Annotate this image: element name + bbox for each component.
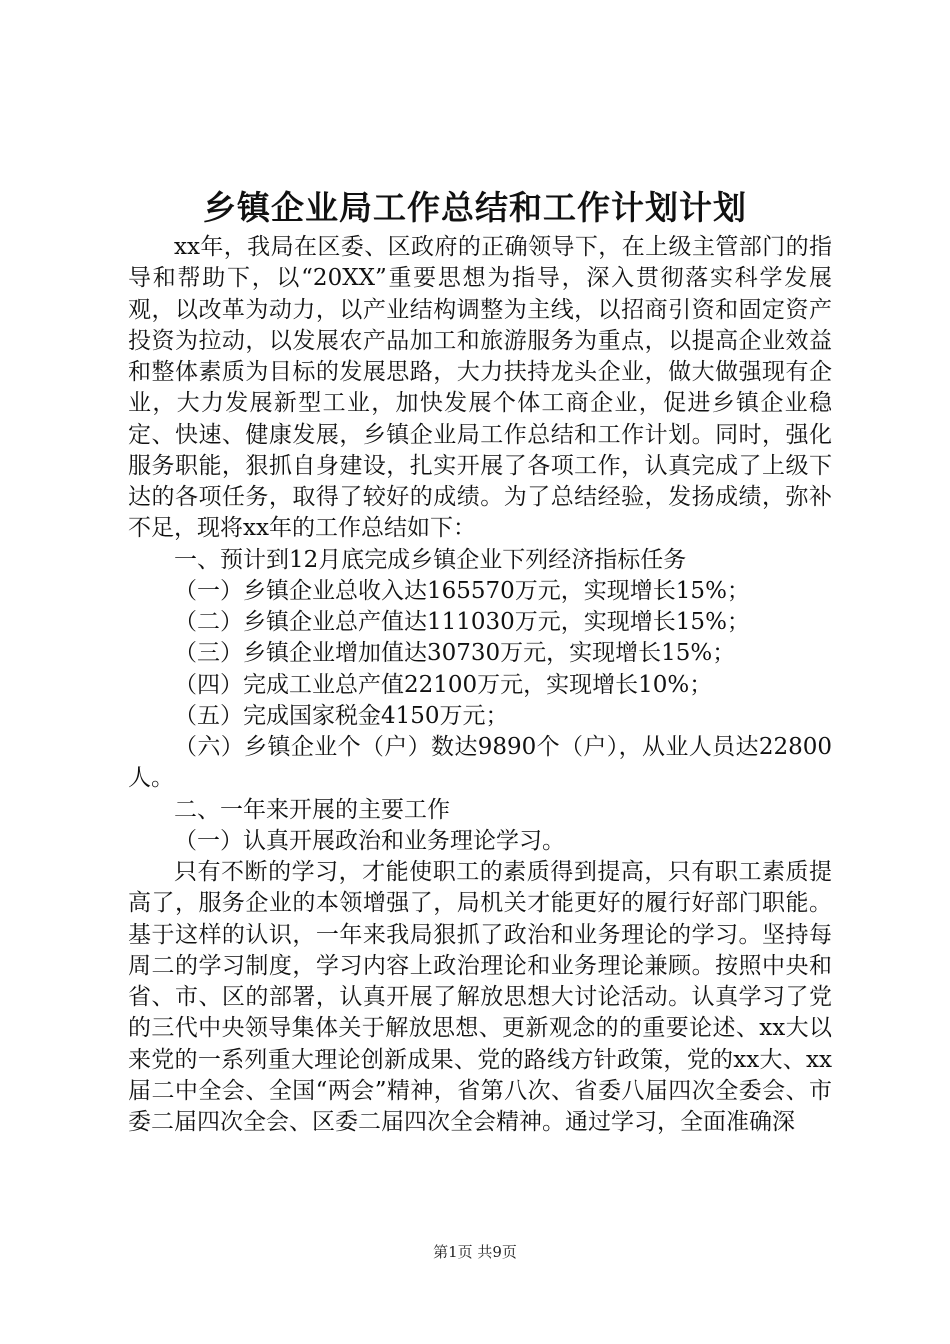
page-footer: 第1页 共9页: [433, 1243, 517, 1261]
indicator-item-1: （一）乡镇企业总收入达165570万元，实现增长15%；: [174, 577, 750, 604]
indicator-item-2: （二）乡镇企业总产值达111030万元，实现增长15%；: [174, 609, 750, 635]
study-paragraph: 只有不断的学习，才能使职工的素质得到提高，只有职工素质提高了，服务企业的本领增强了，局机关才能更好的履行好部门职能。基于这样的认识，一年来我局狠抓了政治和业务理论的学习。坚持每周二的学习制度，学习内容上政治理论和业务理论兼顾。按照中央和省、市、区的部署，认真开展了解放思想大讨论活动。认真学习了党的三代中央领导集体关于解放思想、更新观念的的重要论述、xx大以来党的一系列重大理论创新成果、党的路线方针政策，党的xx大、xx届二中全会、全国“两会”精神，省第八次、省委八届四次全委会、市委二届四次全会、区委二届四次全会精神。通过学习，全面准确深: [128, 859, 832, 1135]
section-heading-2: 二、一年来开展的主要工作: [174, 796, 450, 823]
section-heading-1: 一、预计到12月底完成乡镇企业下列经济指标任务: [174, 546, 687, 573]
intro-paragraph: xx年，我局在区委、区政府的正确领导下，在上级主管部门的指导和帮助下，以“20XX”重要思想为指导，深入贯彻落实科学发展观，以改革为动力，以产业结构调整为主线，以招商引资和固定资产投资为拉动，以发展农产品加工和旅游服务为重点，以提高企业效益和整体素质为目标的发展思路，大力扶持龙头企业，做大做强现有企业，大力发展新型工业，加快发展个体工商企业，促进乡镇企业稳定、快速、健康发展，乡镇企业局工作总结和工作计划。同时，强化服务职能，狠抓自身建设，扎实开展了各项工作，认真完成了上级下达的各项任务，取得了较好的成绩。为了总结经验，发扬成绩，弥补不足，现将xx年的工作总结如下：: [128, 234, 832, 542]
document-body: [128, 232, 832, 1138]
indicator-item-6: （六）乡镇企业个（户）数达9890个（户），从业人员达22800人。: [128, 734, 832, 792]
indicator-item-3: （三）乡镇企业增加值达30730万元，实现增长15%；: [174, 640, 736, 667]
document-title: 乡镇企业局工作总结和工作计划计划: [203, 188, 747, 227]
indicator-item-4: （四）完成工业总产值22100万元，实现增长10%；: [174, 671, 713, 698]
indicator-item-5: （五）完成国家税金4150万元；: [174, 702, 509, 729]
subsection-heading-1: （一）认真开展政治和业务理论学习。: [174, 827, 565, 854]
